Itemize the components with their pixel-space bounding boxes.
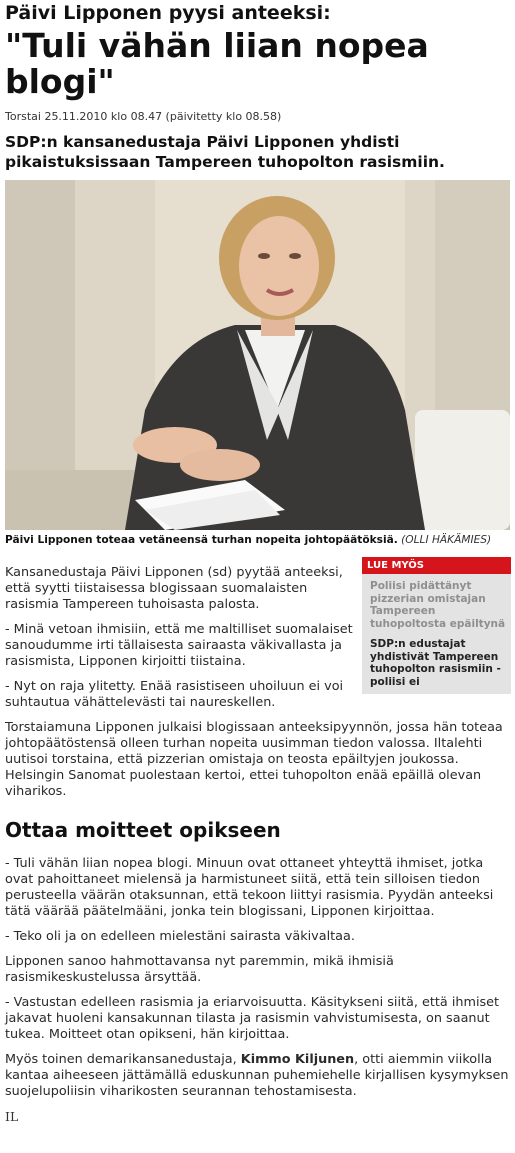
article-photo [5, 180, 510, 530]
article-body-full [5, 720, 511, 1124]
body-paragraph: - Tuli vähän liian nopea blogi. Minuun ovat ottaneet yhteyttä ihmiset, jotka ovat pahoittaneet mielensä ja harmistuneet siitä, että tein silloisen tiedon perusteella väärän otaksunnan, että tekoon liittyi rasismia. Pyydän anteeksi tätä väärää päätelmääni, jonka tein blogissani, Lipponen kirjoittaa. [5, 856, 494, 919]
related-list [362, 574, 511, 688]
article-headline: "Tuli vähän liian nopea blogi" [5, 26, 429, 101]
article-body-top [5, 560, 511, 720]
text-run: Myös toinen demarikansanedustaja, [5, 1052, 241, 1067]
article [5, 0, 511, 1124]
article-kicker: Päivi Lipponen pyysi anteeksi: [5, 2, 331, 24]
related-heading: LUE MYÖS [362, 557, 511, 574]
body-paragraph: Torstaiamuna Lipponen julkaisi blogissaan anteeksipyynnön, jossa hän toteaa johtopäätöstensä olleen turhan nopeita uusimman tiedon valossa. Iltalehti uutisoi torstaina, että pizzerian omistaja on teosta epäiltyjen joukossa. Helsingin Sanomat puolestaan kertoi, ettei tuhopolton enää epäillä olevan viharikos. [5, 720, 503, 799]
caption-credit: (OLLI HÄKÄMIES) [401, 534, 492, 546]
article-dateline: Torstai 25.11.2010 klo 08.47 (päivitetty klo 08.58) [5, 110, 282, 123]
text-run: , otti aiemmin viikolla kantaa aiheeseen jättämällä eduskunnan puhemiehelle kirjallisen kysymyksen suojelupoliisin viharikosten seurannan tehostamisesta. [5, 1052, 509, 1099]
body-paragraph: - Minä vetoan ihmisiin, että me maltilliset suomalaiset sanoudumme irti tällaisesta sairaasta väkivallasta ja rasismista, Lipponen kirjoitti tiistaina. [5, 622, 353, 669]
related-articles-box [362, 557, 511, 694]
body-paragraph: - Vastustan edelleen rasismia ja eriarvoisuutta. Käsitykseni siitä, että ihmiset jakavat huoleni kansakunnan tilasta ja rasismin vahvistumisesta, on saanut tukea. Moitteet otan opikseni, hän kirjoittaa. [5, 995, 500, 1042]
article-signature: IL [5, 1109, 19, 1124]
portrait-image [5, 180, 510, 530]
caption-text: Päivi Lipponen toteaa vetäneensä turhan nopeita johtopäätöksiä. [5, 534, 398, 546]
body-paragraph: - Nyt on raja ylitetty. Enää rasistiseen uhoiluun ei voi suhtautua vähättelevästi tai naureskellen. [5, 679, 344, 710]
article-subheading: Ottaa moitteet opikseen [5, 818, 281, 842]
related-link[interactable]: Poliisi pidättänyt pizzerian omistajan Tampereen tuhopoltosta epäiltynä [370, 580, 506, 630]
related-link[interactable]: SDP:n edustajat yhdistivät Tampereen tuhopolton rasismiin - poliisi ei [370, 638, 501, 688]
article-lead: SDP:n kansanedustaja Päivi Lipponen yhdisti pikaistuksissaan Tampereen tuhopolton rasismiin. [5, 133, 445, 171]
photo-caption [5, 534, 511, 547]
body-paragraph: - Teko oli ja on edelleen mielestäni sairasta väkivaltaa. [5, 929, 355, 944]
person-name: Kimmo Kiljunen [240, 1052, 355, 1067]
body-paragraph [5, 1052, 511, 1100]
body-paragraph: Lipponen sanoo hahmottavansa nyt paremmin, mikä ihmisiä rasismikeskustelussa ärsyttää. [5, 954, 394, 985]
main-column [5, 565, 357, 720]
body-paragraph: Kansanedustaja Päivi Lipponen (sd) pyytää anteeksi, että syytti tiistaisessa blogissaan suomalaisten rasismia Tampereen tuhoisasta palosta. [5, 565, 343, 612]
